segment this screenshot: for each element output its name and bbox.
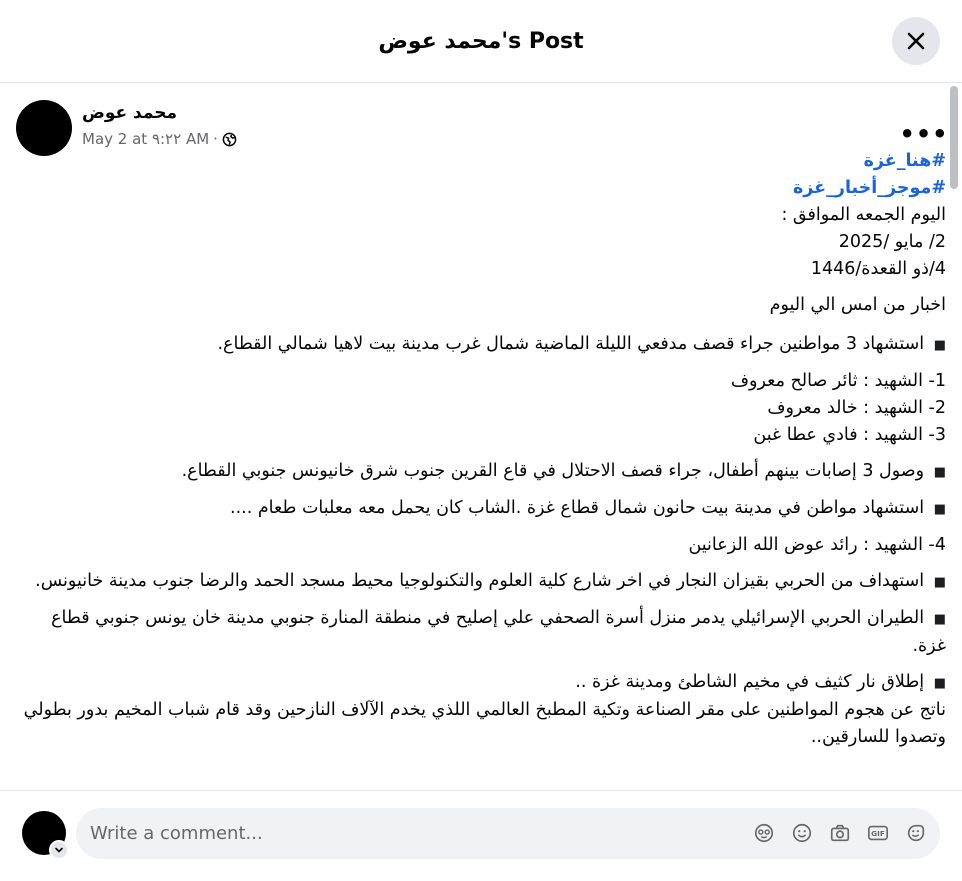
comment-box[interactable] — [76, 808, 940, 859]
martyr-line: 3- الشهيد : فادي عطا غبن — [753, 425, 946, 445]
comment-input[interactable] — [90, 808, 690, 859]
gif-button[interactable] — [866, 821, 890, 845]
camera-button[interactable] — [828, 821, 852, 845]
news-item: ■ استهداف من الحربي بقيزان النجار في اخر شارع كلية العلوم والتكنولوجيا محيط مسجد الحمد والرضا جنوب مدينة خانيونس. — [35, 571, 946, 591]
avatar-sticker-icon — [753, 822, 775, 844]
sticker-button[interactable] — [904, 821, 928, 845]
emoji-icon — [791, 822, 813, 844]
dialog-header — [0, 0, 962, 83]
close-button[interactable] — [892, 17, 940, 65]
svg-text:GIF: GIF — [871, 829, 885, 839]
scrollbar-thumb[interactable] — [950, 86, 958, 189]
bullet-icon: ■ — [933, 465, 946, 480]
bullet-icon: ■ — [933, 612, 946, 627]
date-line: 4/ذو القعدة/1446 — [810, 259, 946, 279]
emoji-button[interactable] — [790, 821, 814, 845]
dialog-title: محمد عوض's Post — [378, 28, 584, 54]
close-icon — [904, 29, 928, 53]
martyr-line: 2- الشهيد : خالد معروف — [767, 398, 946, 418]
more-options-button[interactable] — [899, 120, 949, 148]
comment-tools — [752, 821, 928, 845]
martyr-line: 1- الشهيد : ثائر صالح معروف — [730, 371, 946, 391]
camera-icon — [829, 822, 851, 844]
bullet-icon: ■ — [933, 676, 946, 691]
meta-separator: · — [213, 130, 218, 148]
more-options-icon: ••• — [899, 120, 949, 148]
news-item-continued: ناتج عن هجوم المواطنين على مقر الصناعة وتكية المطبخ العالمي اللذي يخدم الآلاف النازحين وقد قام شباب المخيم بدور بطولي وتصدوا للسارقين.. — [23, 700, 946, 747]
bullet-icon: ■ — [933, 502, 946, 517]
hashtag-link[interactable]: #هنا_غزة — [863, 151, 946, 171]
news-item: ■ وصول 3 إصابات بينهم أطفال، جراء قصف الاحتلال في قاع القرين جنوب شرق خانيونس جنوبي القطاع. — [181, 461, 946, 481]
bullet-icon: ■ — [933, 338, 946, 353]
news-item: ■ استشهاد مواطن في مدينة بيت حانون شمال قطاع غزة .الشاب كان يحمل معه معلبات طعام .... — [230, 498, 946, 518]
avatar-sticker-button[interactable] — [752, 821, 776, 845]
gif-icon — [867, 822, 889, 844]
bullet-icon: ■ — [933, 575, 946, 590]
avatar-switch-button[interactable] — [49, 840, 69, 860]
post-timestamp[interactable]: May 2 at ٩:٢٢ AM — [82, 130, 210, 148]
news-item: ■ استشهاد 3 مواطنين جراء قصف مدفعي الليلة الماضية شمال غرب مدينة بيت لاهيا شمالي القطاع. — [217, 334, 946, 354]
date-line: 2/ مايو /2025 — [838, 232, 946, 252]
globe-icon[interactable] — [222, 132, 237, 147]
sticker-icon — [905, 822, 927, 844]
post-meta — [82, 130, 237, 148]
martyr-line: 4- الشهيد : رائد عوض الله الزعانين — [688, 535, 946, 555]
news-item: ■ إطلاق نار كثيف في مخيم الشاطئ ومدينة غزة .. — [575, 672, 946, 692]
chevron-down-icon — [53, 844, 65, 856]
intro-line: اخبار من امس الي اليوم — [769, 295, 946, 315]
news-item: ■ الطيران الحربي الإسرائيلي يدمر منزل أسرة الصحفي علي إصليح في منطقة المنارة جنوبي مدينة خان يونس جنوبي قطاع غزة. — [51, 608, 946, 656]
post-text — [16, 148, 946, 751]
hashtag-link[interactable]: #موجز_أخبار_غزة — [792, 178, 946, 198]
date-line: اليوم الجمعه الموافق : — [781, 205, 946, 225]
author-name[interactable]: محمد عوض — [82, 103, 178, 123]
comment-composer — [0, 790, 962, 881]
post-scroll-area[interactable] — [0, 84, 962, 790]
